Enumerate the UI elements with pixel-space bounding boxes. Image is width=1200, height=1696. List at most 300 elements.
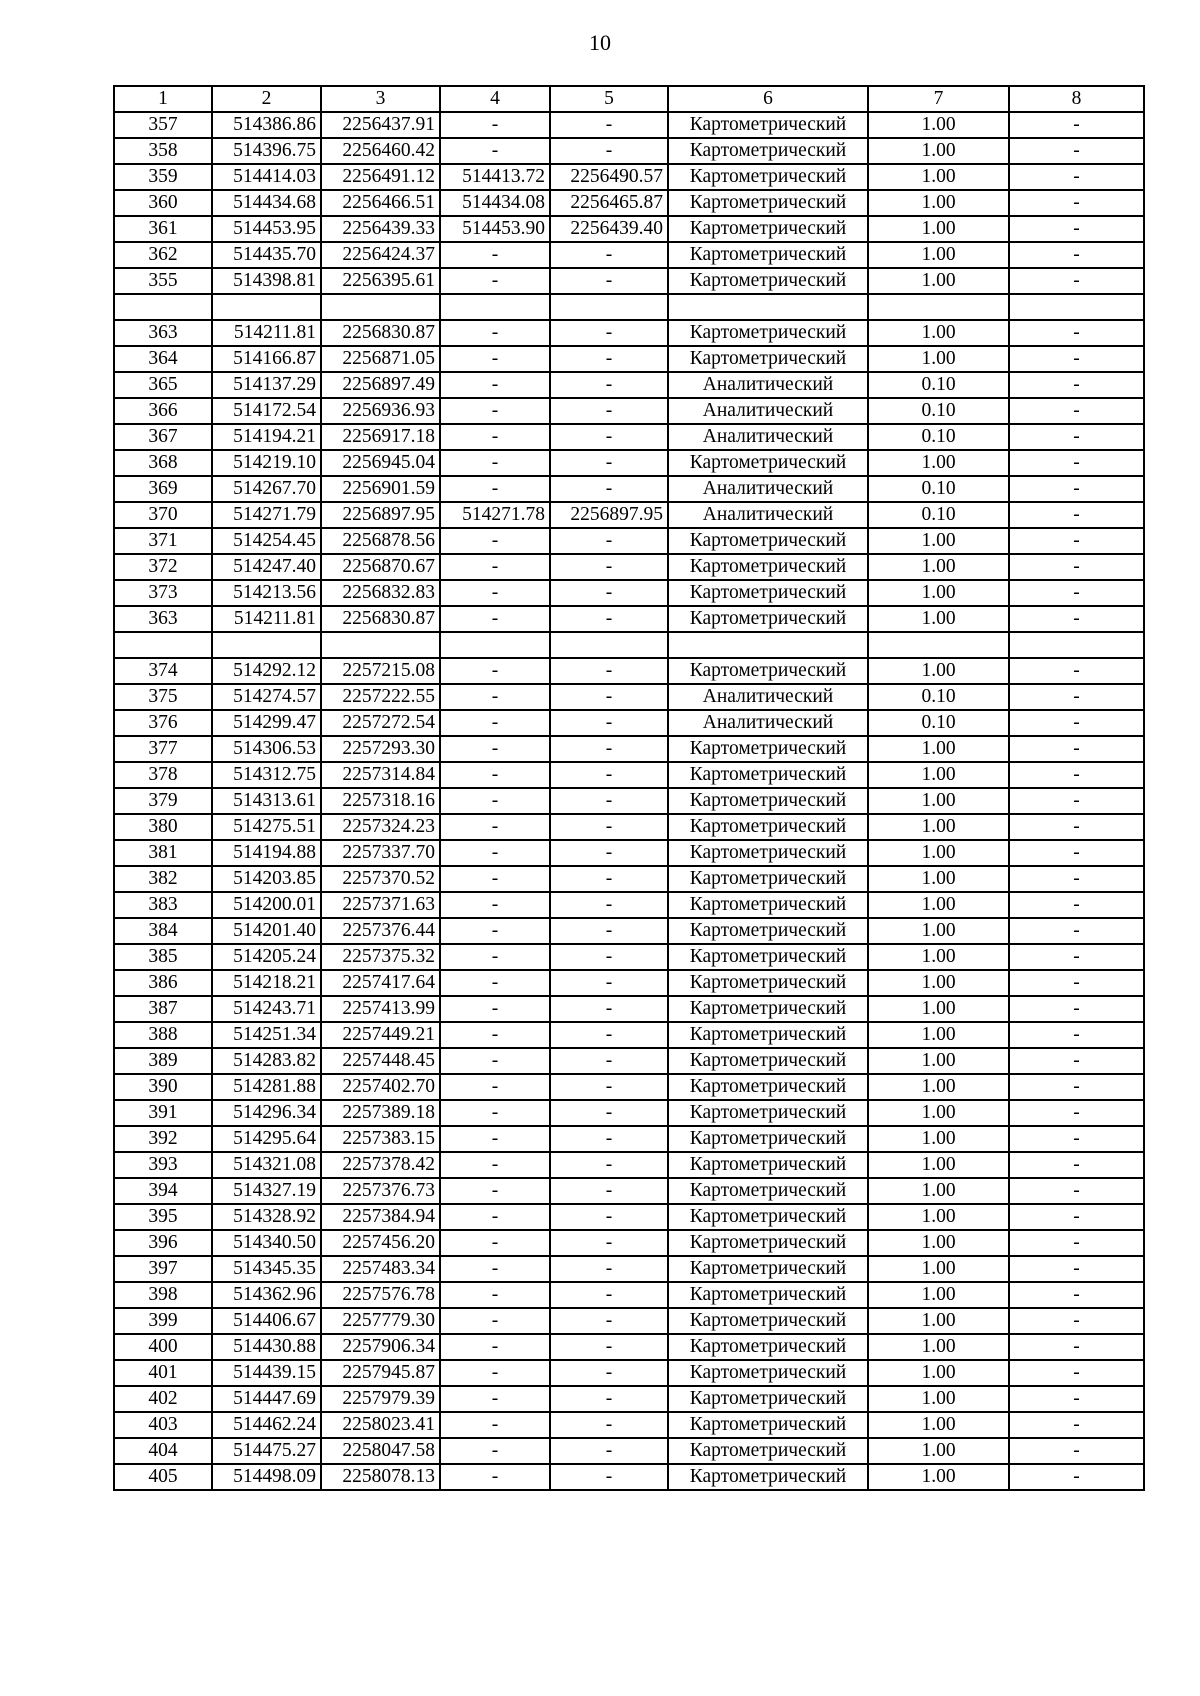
table-cell: 2257413.99 xyxy=(321,996,440,1022)
table-cell: - xyxy=(1009,762,1144,788)
table-cell: 2256465.87 xyxy=(550,190,668,216)
table-cell: 399 xyxy=(114,1308,212,1334)
table-row xyxy=(114,528,1144,554)
table-cell: 2256832.83 xyxy=(321,580,440,606)
table-cell xyxy=(114,632,212,658)
table-cell: - xyxy=(440,1126,550,1152)
table-row xyxy=(114,1152,1144,1178)
table-row xyxy=(114,1178,1144,1204)
column-header: 7 xyxy=(868,86,1009,112)
table-cell: 358 xyxy=(114,138,212,164)
table-cell: 382 xyxy=(114,866,212,892)
table-cell: Картометрический xyxy=(668,1048,868,1074)
table-cell: - xyxy=(1009,372,1144,398)
table-cell: - xyxy=(440,1152,550,1178)
table-cell: Картометрический xyxy=(668,1282,868,1308)
table-cell: - xyxy=(1009,320,1144,346)
table-cell: - xyxy=(440,528,550,554)
table-cell xyxy=(550,632,668,658)
table-cell: - xyxy=(550,1230,668,1256)
table-cell: - xyxy=(550,398,668,424)
table-cell: 514203.85 xyxy=(212,866,321,892)
table-cell: - xyxy=(440,1204,550,1230)
table-row xyxy=(114,1360,1144,1386)
table-cell xyxy=(868,294,1009,320)
table-cell: Картометрический xyxy=(668,1334,868,1360)
table-cell: - xyxy=(1009,1282,1144,1308)
table-row xyxy=(114,1412,1144,1438)
table-cell: Аналитический xyxy=(668,424,868,450)
table-cell: 373 xyxy=(114,580,212,606)
table-cell: - xyxy=(440,814,550,840)
table-cell: 514439.15 xyxy=(212,1360,321,1386)
table-cell: 514194.88 xyxy=(212,840,321,866)
table-row xyxy=(114,1282,1144,1308)
table-cell: 1.00 xyxy=(868,1412,1009,1438)
table-cell: 2257375.32 xyxy=(321,944,440,970)
table-cell: 393 xyxy=(114,1152,212,1178)
table-cell: Картометрический xyxy=(668,1386,868,1412)
table-row xyxy=(114,1386,1144,1412)
table-cell: - xyxy=(1009,1334,1144,1360)
table-cell: 1.00 xyxy=(868,242,1009,268)
table-cell: 514166.87 xyxy=(212,346,321,372)
table-cell: - xyxy=(1009,1022,1144,1048)
table-cell: 1.00 xyxy=(868,1230,1009,1256)
table-cell: 514340.50 xyxy=(212,1230,321,1256)
table-cell: 2257448.45 xyxy=(321,1048,440,1074)
table-row xyxy=(114,788,1144,814)
column-header: 8 xyxy=(1009,86,1144,112)
table-cell: - xyxy=(1009,606,1144,632)
table-cell: 387 xyxy=(114,996,212,1022)
table-cell: - xyxy=(550,944,668,970)
table-row xyxy=(114,918,1144,944)
table-cell: 2256830.87 xyxy=(321,606,440,632)
table-cell: 514447.69 xyxy=(212,1386,321,1412)
table-cell: 1.00 xyxy=(868,918,1009,944)
table-cell: 1.00 xyxy=(868,1334,1009,1360)
table-cell: - xyxy=(550,1074,668,1100)
table-cell: 2257314.84 xyxy=(321,762,440,788)
table-cell: 514435.70 xyxy=(212,242,321,268)
table-cell: 2256897.95 xyxy=(321,502,440,528)
table-cell: - xyxy=(550,996,668,1022)
table-cell: Картометрический xyxy=(668,840,868,866)
table-cell: 2256439.40 xyxy=(550,216,668,242)
table-cell: - xyxy=(1009,216,1144,242)
table-cell: - xyxy=(550,788,668,814)
table-cell: 2256424.37 xyxy=(321,242,440,268)
table-cell: 2257456.20 xyxy=(321,1230,440,1256)
table-row xyxy=(114,1126,1144,1152)
table-cell: - xyxy=(550,710,668,736)
table-cell: - xyxy=(1009,788,1144,814)
table-cell: - xyxy=(1009,1360,1144,1386)
table-cell: 1.00 xyxy=(868,346,1009,372)
table-cell: - xyxy=(440,736,550,762)
table-cell xyxy=(321,632,440,658)
table-cell: - xyxy=(1009,866,1144,892)
table-cell: 2257449.21 xyxy=(321,1022,440,1048)
table-cell: 1.00 xyxy=(868,736,1009,762)
table-cell: 2256491.12 xyxy=(321,164,440,190)
table-cell: 0.10 xyxy=(868,398,1009,424)
table-cell: - xyxy=(1009,892,1144,918)
table-cell: Картометрический xyxy=(668,164,868,190)
table-cell: - xyxy=(1009,476,1144,502)
table-row xyxy=(114,320,1144,346)
table-cell: 514254.45 xyxy=(212,528,321,554)
table-cell: 2256901.59 xyxy=(321,476,440,502)
table-cell: Картометрический xyxy=(668,1022,868,1048)
table-cell: 2257371.63 xyxy=(321,892,440,918)
table-cell: 514396.75 xyxy=(212,138,321,164)
table-cell: 362 xyxy=(114,242,212,268)
table-cell: Картометрический xyxy=(668,788,868,814)
table-cell: 400 xyxy=(114,1334,212,1360)
table-cell: 2256897.49 xyxy=(321,372,440,398)
table-cell: - xyxy=(1009,996,1144,1022)
table-cell: 357 xyxy=(114,112,212,138)
table-cell: 514430.88 xyxy=(212,1334,321,1360)
table-cell: - xyxy=(550,1204,668,1230)
table-cell: - xyxy=(440,788,550,814)
table-cell: Картометрический xyxy=(668,580,868,606)
table-cell: 364 xyxy=(114,346,212,372)
table-cell xyxy=(212,632,321,658)
table-cell: 383 xyxy=(114,892,212,918)
table-cell: 2256460.42 xyxy=(321,138,440,164)
table-cell: - xyxy=(1009,190,1144,216)
table-cell: 0.10 xyxy=(868,502,1009,528)
table-cell: - xyxy=(440,1386,550,1412)
table-cell: 402 xyxy=(114,1386,212,1412)
table-cell: 2256945.04 xyxy=(321,450,440,476)
table-cell: - xyxy=(1009,1126,1144,1152)
table-cell: 2257979.39 xyxy=(321,1386,440,1412)
table-cell: - xyxy=(1009,138,1144,164)
table-cell: Картометрический xyxy=(668,944,868,970)
header-row xyxy=(114,86,1144,112)
table-cell: 2257318.16 xyxy=(321,788,440,814)
coordinates-table xyxy=(113,85,1145,1491)
table-cell: 390 xyxy=(114,1074,212,1100)
table-cell: 514398.81 xyxy=(212,268,321,294)
table-cell: Картометрический xyxy=(668,112,868,138)
table-cell: 398 xyxy=(114,1282,212,1308)
table-cell: - xyxy=(550,866,668,892)
table-cell: 514345.35 xyxy=(212,1256,321,1282)
table-cell: Аналитический xyxy=(668,502,868,528)
table-cell: - xyxy=(440,346,550,372)
table-cell: Картометрический xyxy=(668,1204,868,1230)
table-cell: 379 xyxy=(114,788,212,814)
table-cell: - xyxy=(1009,1386,1144,1412)
table-cell: 359 xyxy=(114,164,212,190)
table-cell: Картометрический xyxy=(668,1100,868,1126)
table-cell: - xyxy=(440,1464,550,1490)
table-cell: Аналитический xyxy=(668,684,868,710)
table-cell: 2257384.94 xyxy=(321,1204,440,1230)
table-cell: - xyxy=(550,736,668,762)
column-header: 5 xyxy=(550,86,668,112)
table-cell: 391 xyxy=(114,1100,212,1126)
table-cell: 1.00 xyxy=(868,164,1009,190)
table-cell: 514213.56 xyxy=(212,580,321,606)
table-cell: 0.10 xyxy=(868,424,1009,450)
table-cell: - xyxy=(1009,164,1144,190)
table-cell: 514328.92 xyxy=(212,1204,321,1230)
table-cell: Картометрический xyxy=(668,1074,868,1100)
table-cell: 368 xyxy=(114,450,212,476)
table-row xyxy=(114,476,1144,502)
table-row xyxy=(114,1230,1144,1256)
table-row xyxy=(114,138,1144,164)
table-cell: 1.00 xyxy=(868,450,1009,476)
table-cell: 2257483.34 xyxy=(321,1256,440,1282)
table-cell: - xyxy=(550,1360,668,1386)
table-cell: 401 xyxy=(114,1360,212,1386)
table-cell: - xyxy=(1009,1178,1144,1204)
table-cell: 0.10 xyxy=(868,684,1009,710)
table-row xyxy=(114,606,1144,632)
table-cell: - xyxy=(550,450,668,476)
table-cell: 2256490.57 xyxy=(550,164,668,190)
table-row xyxy=(114,1308,1144,1334)
table-cell: - xyxy=(440,684,550,710)
table-cell: - xyxy=(440,1282,550,1308)
table-cell: - xyxy=(550,372,668,398)
table-cell: 405 xyxy=(114,1464,212,1490)
column-header: 3 xyxy=(321,86,440,112)
table-cell xyxy=(1009,632,1144,658)
table-cell: 0.10 xyxy=(868,476,1009,502)
table-cell: 2256936.93 xyxy=(321,398,440,424)
table-cell: Картометрический xyxy=(668,1256,868,1282)
table-cell: - xyxy=(550,1464,668,1490)
table-row xyxy=(114,112,1144,138)
table-row xyxy=(114,1022,1144,1048)
table-row xyxy=(114,944,1144,970)
table-cell: 1.00 xyxy=(868,1360,1009,1386)
table-cell: - xyxy=(550,1386,668,1412)
table-cell: Картометрический xyxy=(668,1464,868,1490)
table-cell: - xyxy=(1009,840,1144,866)
table-cell: - xyxy=(1009,1152,1144,1178)
table-row xyxy=(114,1464,1144,1490)
table-cell: Картометрический xyxy=(668,528,868,554)
table-cell: 365 xyxy=(114,372,212,398)
table-cell: 514386.86 xyxy=(212,112,321,138)
table-cell xyxy=(440,632,550,658)
table-cell: - xyxy=(440,242,550,268)
table-row xyxy=(114,580,1144,606)
table-cell xyxy=(668,294,868,320)
table-cell: 1.00 xyxy=(868,1256,1009,1282)
table-cell: - xyxy=(440,840,550,866)
table-cell xyxy=(321,294,440,320)
table-cell: 514271.78 xyxy=(440,502,550,528)
table-cell: Картометрический xyxy=(668,190,868,216)
table-cell: - xyxy=(440,1412,550,1438)
table-cell: - xyxy=(550,112,668,138)
table-cell: 514453.90 xyxy=(440,216,550,242)
table-cell: 514292.12 xyxy=(212,658,321,684)
table-row xyxy=(114,866,1144,892)
table-cell: - xyxy=(1009,918,1144,944)
table-cell: 514413.72 xyxy=(440,164,550,190)
table-cell xyxy=(1009,294,1144,320)
table-row xyxy=(114,710,1144,736)
table-cell: Картометрический xyxy=(668,658,868,684)
table-cell: Картометрический xyxy=(668,918,868,944)
table-cell: 2256897.95 xyxy=(550,502,668,528)
table-cell: 389 xyxy=(114,1048,212,1074)
table-cell: 1.00 xyxy=(868,970,1009,996)
table-cell: 1.00 xyxy=(868,814,1009,840)
table-cell: 1.00 xyxy=(868,112,1009,138)
table-cell: - xyxy=(550,814,668,840)
table-cell: 1.00 xyxy=(868,320,1009,346)
table-cell: 2257378.42 xyxy=(321,1152,440,1178)
table-cell: - xyxy=(1009,944,1144,970)
table-cell: 366 xyxy=(114,398,212,424)
table-cell: Картометрический xyxy=(668,554,868,580)
table-cell: 514211.81 xyxy=(212,320,321,346)
table-cell: - xyxy=(1009,1048,1144,1074)
table-cell: - xyxy=(440,1360,550,1386)
table-cell: - xyxy=(550,1256,668,1282)
table-cell: - xyxy=(1009,528,1144,554)
table-cell: 403 xyxy=(114,1412,212,1438)
table-cell: 514362.96 xyxy=(212,1282,321,1308)
table-cell: 514219.10 xyxy=(212,450,321,476)
table-cell: 394 xyxy=(114,1178,212,1204)
table-cell: 0.10 xyxy=(868,710,1009,736)
table-cell: - xyxy=(1009,1100,1144,1126)
table-cell: - xyxy=(440,710,550,736)
table-cell: 2257376.44 xyxy=(321,918,440,944)
table-cell: Картометрический xyxy=(668,242,868,268)
table-cell: 380 xyxy=(114,814,212,840)
table-row xyxy=(114,190,1144,216)
column-header: 2 xyxy=(212,86,321,112)
table-cell: 363 xyxy=(114,606,212,632)
table-cell: 2256830.87 xyxy=(321,320,440,346)
table-cell: Картометрический xyxy=(668,138,868,164)
table-body xyxy=(114,112,1144,1490)
table-cell: - xyxy=(550,1022,668,1048)
table-cell: Картометрический xyxy=(668,216,868,242)
table-cell: - xyxy=(1009,970,1144,996)
table-row xyxy=(114,242,1144,268)
table-cell: 2256878.56 xyxy=(321,528,440,554)
table-cell: 385 xyxy=(114,944,212,970)
table-cell: 2257324.23 xyxy=(321,814,440,840)
table-cell: - xyxy=(440,1230,550,1256)
table-cell: 2257906.34 xyxy=(321,1334,440,1360)
table-cell: - xyxy=(550,1282,668,1308)
table-cell: 1.00 xyxy=(868,190,1009,216)
table-cell: Картометрический xyxy=(668,1152,868,1178)
table-cell: 1.00 xyxy=(868,1282,1009,1308)
table-row xyxy=(114,1100,1144,1126)
table-cell: - xyxy=(1009,450,1144,476)
table-cell: - xyxy=(440,1308,550,1334)
table-cell: 363 xyxy=(114,320,212,346)
table-cell: - xyxy=(440,580,550,606)
table-cell: - xyxy=(1009,346,1144,372)
column-header: 4 xyxy=(440,86,550,112)
table-cell: - xyxy=(550,528,668,554)
column-header: 1 xyxy=(114,86,212,112)
table-cell: 2257576.78 xyxy=(321,1282,440,1308)
table-cell: - xyxy=(1009,1204,1144,1230)
table-cell: 2256395.61 xyxy=(321,268,440,294)
table-cell: 514327.19 xyxy=(212,1178,321,1204)
table-cell: - xyxy=(550,138,668,164)
table-row xyxy=(114,970,1144,996)
table-cell: 388 xyxy=(114,1022,212,1048)
table-cell: - xyxy=(1009,684,1144,710)
table-row xyxy=(114,1074,1144,1100)
table-cell: 1.00 xyxy=(868,606,1009,632)
table-cell: - xyxy=(440,1256,550,1282)
table-row xyxy=(114,996,1144,1022)
table-cell: - xyxy=(550,346,668,372)
table-cell: - xyxy=(440,450,550,476)
table-row xyxy=(114,346,1144,372)
table-row xyxy=(114,736,1144,762)
table-cell: 1.00 xyxy=(868,1126,1009,1152)
table-row xyxy=(114,814,1144,840)
table-cell: 2257370.52 xyxy=(321,866,440,892)
table-cell: 1.00 xyxy=(868,788,1009,814)
table-cell: - xyxy=(550,684,668,710)
table-cell: Аналитический xyxy=(668,476,868,502)
table-cell: 514453.95 xyxy=(212,216,321,242)
table-cell: - xyxy=(1009,1308,1144,1334)
table-cell: 514434.08 xyxy=(440,190,550,216)
table-cell: 514200.01 xyxy=(212,892,321,918)
table-cell: Картометрический xyxy=(668,320,868,346)
table-cell: 514275.51 xyxy=(212,814,321,840)
table-cell: - xyxy=(1009,1412,1144,1438)
table-cell: 361 xyxy=(114,216,212,242)
table-cell: - xyxy=(550,1178,668,1204)
table-cell: - xyxy=(550,606,668,632)
table-cell: 2257337.70 xyxy=(321,840,440,866)
table-row xyxy=(114,658,1144,684)
table-cell: Картометрический xyxy=(668,736,868,762)
table-cell: - xyxy=(550,918,668,944)
table-cell: 404 xyxy=(114,1438,212,1464)
table-cell: 374 xyxy=(114,658,212,684)
table-cell: 2257402.70 xyxy=(321,1074,440,1100)
table-cell: - xyxy=(1009,1438,1144,1464)
table-cell: 2258047.58 xyxy=(321,1438,440,1464)
table-cell: 372 xyxy=(114,554,212,580)
table-cell: Аналитический xyxy=(668,372,868,398)
table-cell: - xyxy=(440,320,550,346)
table-cell: 2257945.87 xyxy=(321,1360,440,1386)
table-cell: - xyxy=(550,242,668,268)
table-cell: - xyxy=(550,762,668,788)
table-cell: 514498.09 xyxy=(212,1464,321,1490)
table-cell: 2258023.41 xyxy=(321,1412,440,1438)
table-cell: - xyxy=(1009,112,1144,138)
